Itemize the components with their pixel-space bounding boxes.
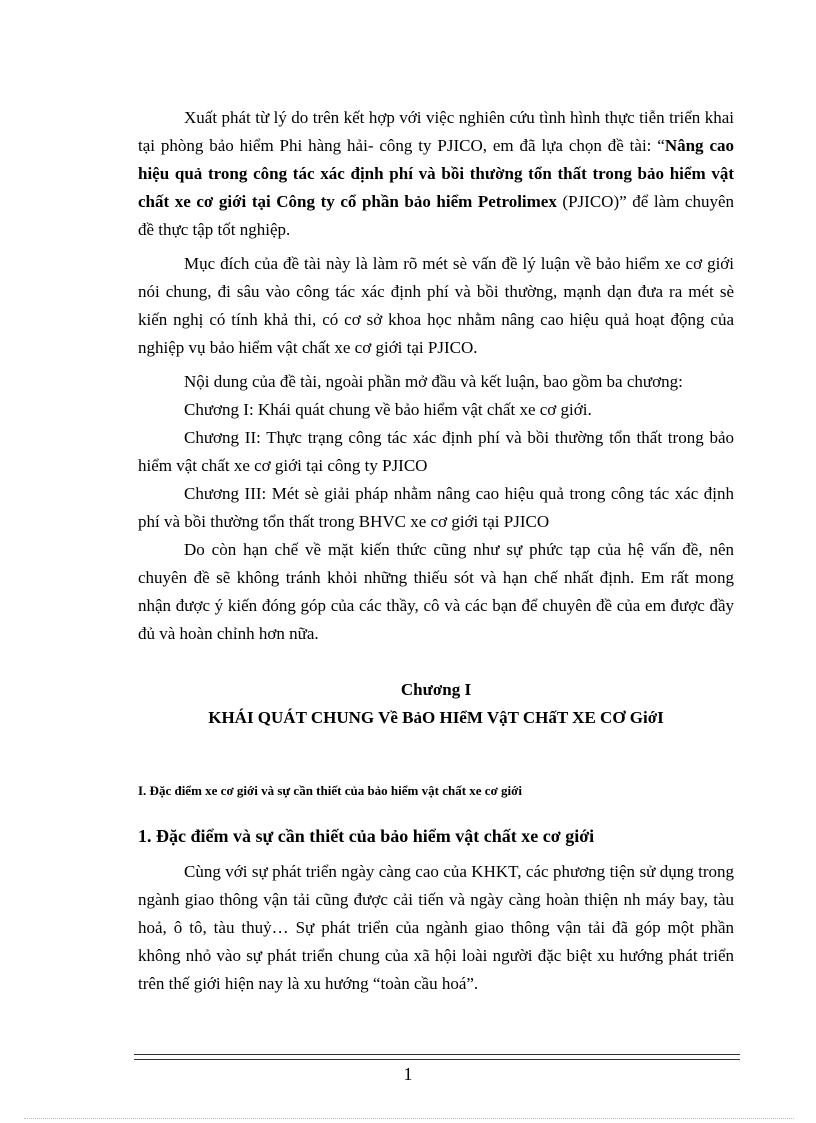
footer-double-rule <box>134 1054 740 1060</box>
page-number: 1 <box>403 1064 413 1084</box>
chapter-list-item: Chương II: Thực trạng công tác xác định phí và bồi thường tổn thất trong bảo hiểm vật chất xe cơ giới tại công ty PJICO <box>138 428 734 475</box>
chapter-heading <box>138 676 734 732</box>
chapter-list <box>138 396 734 536</box>
section-1-heading: 1. Đặc điểm và sự cần thiết của bảo hiểm vật chất xe cơ giới <box>138 826 595 846</box>
page-bottom-border <box>24 1118 794 1119</box>
section-i-heading: I. Đặc điểm xe cơ giới và sự cần thiết của bảo hiểm vật chất xe cơ giới <box>138 783 522 798</box>
intro-paragraph-1 <box>138 104 734 244</box>
chapter-list-item: Chương I: Khái quát chung về bảo hiểm vật chất xe cơ giới. <box>184 400 592 419</box>
page-content <box>138 104 734 1004</box>
thesis-title-bold: Nâng cao hiệu quả trong công tác xác định phí và bồi thường tổn thất trong bảo hiểm vật chất xe cơ giới tại Công ty cổ phần bảo hiểm Petrolimex <box>138 136 734 211</box>
intro-paragraph-3: Nội dung của đề tài, ngoài phần mở đầu và kết luận, bao gồm ba chương: <box>184 372 683 391</box>
intro-p1-text: Xuất phát từ lý do trên kết hợp với việc nghiên cứu tình hình thực tiễn triển khai tại phòng bảo hiểm Phi hàng hải- công ty PJICO, em đã lựa chọn đề tài: “ <box>138 108 734 155</box>
chapter-list-item: Chương III: Mét sè giải pháp nhằm nâng cao hiệu quả trong công tác xác định phí và bồi thường tổn thất trong BHVC xe cơ giới tại PJICO <box>138 484 734 531</box>
intro-paragraph-2: Mục đích của đề tài này là làm rõ mét sè vấn đề lý luận về bảo hiểm xe cơ giới nói chung, đi sâu vào công tác xác định phí và bồi thường, mạnh dạn đưa ra mét sè kiến nghị có tính khả thi, có cơ sở khoa học nhằm nâng cao hiệu quả hoạt động của nghiệp vụ bảo hiểm vật chất xe cơ giới tại PJICO. <box>138 254 734 357</box>
chapter-title: KHÁI QUÁT CHUNG Về BảO HIểM VậT CHấT XE CƠ GiớI <box>208 708 664 727</box>
intro-p1-tail: (PJICO)” để làm chuyên đề thực tập tốt nghiệp. <box>138 192 735 239</box>
intro-paragraph-4: Do còn hạn chế về mặt kiến thức cũng như sự phức tạp của hệ vấn đề, nên chuyên đề sẽ không tránh khỏi những thiếu sót và hạn chế nhất định. Em rất mong nhận được ý kiến đóng góp của các thầy, cô và các bạn để chuyên đề của em được đầy đủ và hoàn chỉnh hơn nữa. <box>138 540 734 643</box>
chapter-label: Chương I <box>400 680 472 699</box>
section-1-paragraph: Cùng với sự phát triển ngày càng cao của KHKT, các phương tiện sử dụng trong ngành giao thông vận tải cũng được cải tiến và ngày càng hoàn thiện nh máy bay, tàu hoả, ô tô, tàu thuỷ… Sự phát triển của ngành giao thông vận tải đã góp một phần không nhỏ vào sự phát triển chung của xã hội loài người đặc biệt xu hướng phát triển trên thế giới hiện nay là xu hướng “toàn cầu hoá”. <box>138 862 734 993</box>
